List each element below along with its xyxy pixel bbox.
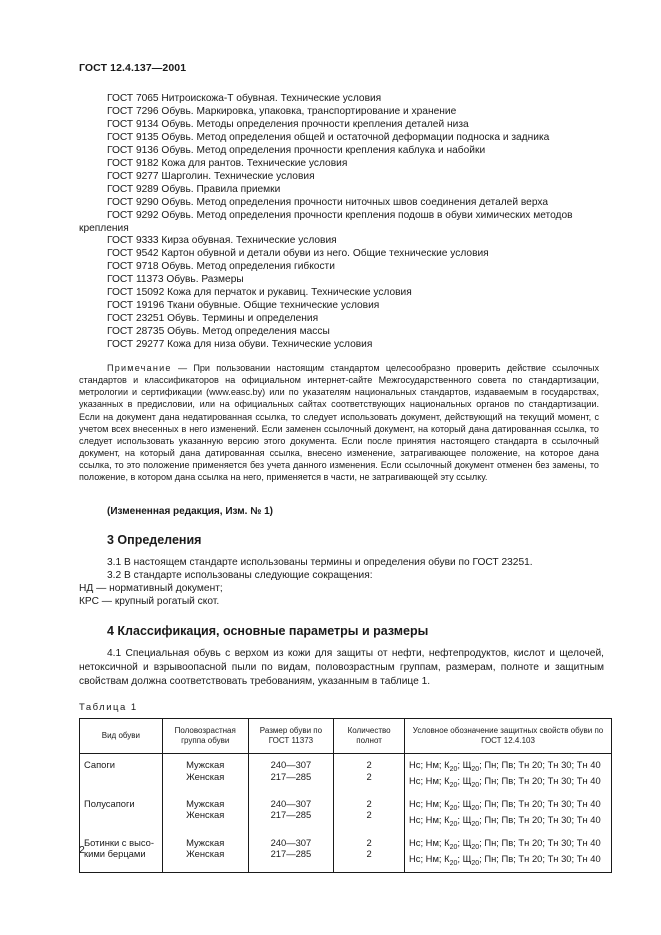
section-3-line: НД — нормативный документ; bbox=[79, 583, 223, 594]
section-3-line: 3.2 В стандарте использованы следующие сокращения: bbox=[107, 570, 373, 581]
table-cell-widths bbox=[334, 754, 405, 795]
table-cell-sizes bbox=[248, 834, 334, 873]
table-cell-protection bbox=[405, 834, 612, 873]
reference-item: ГОСТ 11373 Обувь. Размеры bbox=[107, 274, 244, 286]
table-caption: Таблица 1 bbox=[79, 702, 138, 713]
table-header-row bbox=[80, 719, 612, 754]
sizes-value: 240—307 bbox=[270, 797, 312, 809]
widths-value: 2 bbox=[366, 770, 372, 782]
groups-value: Мужская bbox=[186, 759, 225, 770]
section-3-title: 3 Определения bbox=[107, 533, 202, 547]
page-number: 2 bbox=[79, 844, 85, 856]
table-row bbox=[80, 754, 612, 795]
reference-item: ГОСТ 9292 Обувь. Метод определения прочности крепления подошв в обуви химических методов bbox=[107, 209, 573, 221]
sizes-value: 217—285 bbox=[270, 770, 312, 782]
sizes-value: 217—285 bbox=[270, 848, 312, 859]
protection-symbols: Нс; Нм; $К_{20}$; $Щ_{20}$; Пн; Пв; Тн 20; Тн 30; Тн 40 bbox=[409, 775, 601, 790]
groups-value: Женская bbox=[186, 809, 225, 821]
table-cell-widths bbox=[334, 795, 405, 834]
reference-item: ГОСТ 9134 Обувь. Методы определения прочности крепления деталей низа bbox=[107, 118, 469, 130]
groups-value: Женская bbox=[186, 848, 225, 859]
reference-item: ГОСТ 7065 Нитроискожа-Т обувная. Технические условия bbox=[107, 93, 382, 104]
table-cell-sizes bbox=[248, 754, 334, 795]
table-cell-type bbox=[80, 834, 163, 873]
reference-item: ГОСТ 9290 Обувь. Метод определения прочности ниточных швов соединения деталей верха bbox=[107, 196, 549, 208]
reference-item: ГОСТ 9289 Обувь. Правила приемки bbox=[107, 183, 281, 195]
reference-item: ГОСТ 29277 Кожа для низа обуви. Технические условия bbox=[107, 339, 373, 351]
reference-item: ГОСТ 28735 Обувь. Метод определения массы bbox=[107, 326, 330, 338]
protection-symbols: Нс; Нм; $К_{20}$; $Щ_{20}$; Пн; Пв; Тн 20; Тн 30; Тн 40 bbox=[409, 759, 601, 773]
edit-note: (Измененная редакция, Изм. № 1) bbox=[107, 506, 274, 517]
table-header-cell: Количество полнот bbox=[334, 719, 405, 754]
widths-value: 2 bbox=[366, 848, 372, 859]
table-cell-groups bbox=[162, 834, 248, 873]
protection-symbols: Нс; Нм; $К_{20}$; $Щ_{20}$; Пн; Пв; Тн 20; Тн 30; Тн 40 bbox=[409, 814, 601, 828]
section-4-title: 4 Классификация, основные параметры и размеры bbox=[107, 624, 429, 638]
table-header-cell: Условное обозначение защитных свойств обуви по ГОСТ 12.4.103 bbox=[405, 719, 612, 754]
table-cell-protection bbox=[405, 795, 612, 834]
widths-value: 2 bbox=[366, 836, 372, 848]
groups-value: Мужская bbox=[186, 797, 225, 809]
sizes-value: 240—307 bbox=[270, 759, 312, 770]
reference-item: ГОСТ 19196 Ткани обувные. Общие технические условия bbox=[107, 300, 380, 312]
normative-references-list bbox=[79, 93, 599, 352]
reference-item: ГОСТ 7296 Обувь. Маркировка, упаковка, транспортирование и хранение bbox=[107, 105, 457, 117]
reference-item: ГОСТ 23251 Обувь. Термины и определения bbox=[107, 313, 319, 325]
note-label: Примечание bbox=[107, 363, 172, 373]
paragraph-4-1: 4.1 Специальная обувь с верхом из кожи для защиты от нефти, нефтепродуктов, кислот и щелочей, нетоксичной и взрывоопасной пыли по видам, половозрастным группам, размерам, полноте и защитным свойствам должна соответствовать требованиям, указанным в таблице 1. bbox=[79, 648, 604, 688]
type-value: Сапоги bbox=[84, 759, 116, 770]
reference-item: ГОСТ 9136 Обувь. Метод определения прочности крепления каблука и набойки bbox=[107, 144, 486, 156]
reference-item: крепления bbox=[79, 222, 129, 234]
table-cell-type bbox=[80, 795, 163, 834]
sizes-value: 240—307 bbox=[270, 836, 312, 848]
table-cell-groups bbox=[162, 795, 248, 834]
reference-item: ГОСТ 9277 Шарголин. Технические условия bbox=[107, 170, 315, 182]
reference-item: ГОСТ 9542 Картон обувной и детали обуви из него. Общие технические условия bbox=[107, 248, 489, 260]
note-paragraph bbox=[79, 362, 599, 484]
type-value: Полусапоги bbox=[84, 797, 135, 809]
groups-value: Мужская bbox=[186, 836, 225, 848]
type-value: кими берцами bbox=[84, 848, 146, 859]
section-3-line: 3.1 В настоящем стандарте использованы термины и определения обуви по ГОСТ 23251. bbox=[107, 557, 533, 568]
table-cell-protection bbox=[405, 754, 612, 795]
widths-value: 2 bbox=[366, 759, 372, 770]
table-cell-widths bbox=[334, 834, 405, 873]
table-row bbox=[80, 795, 612, 834]
reference-item: ГОСТ 9718 Обувь. Метод определения гибкости bbox=[107, 261, 335, 273]
protection-symbols: Нс; Нм; $К_{20}$; $Щ_{20}$; Пн; Пв; Тн 20; Тн 30; Тн 40 bbox=[409, 836, 601, 851]
groups-value: Женская bbox=[186, 770, 225, 782]
document-header: ГОСТ 12.4.137—2001 bbox=[79, 62, 187, 74]
widths-value: 2 bbox=[366, 797, 372, 809]
table-1 bbox=[79, 718, 612, 873]
reference-item: ГОСТ 15092 Кожа для перчаток и рукавиц. Технические условия bbox=[107, 287, 412, 299]
reference-item: ГОСТ 9135 Обувь. Метод определения общей и остаточной деформации подноска и задника bbox=[107, 131, 550, 143]
sizes-value: 217—285 bbox=[270, 809, 312, 821]
table-cell-type bbox=[80, 754, 163, 795]
reference-item: ГОСТ 9333 Кирза обувная. Технические условия bbox=[107, 235, 337, 247]
section-3-line: КРС — крупный рогатый скот. bbox=[79, 596, 220, 607]
section-3-body bbox=[79, 556, 533, 608]
type-value: Ботинки с высо- bbox=[84, 836, 154, 848]
table-cell-groups bbox=[162, 754, 248, 795]
table-header-cell: Вид обуви bbox=[80, 719, 163, 754]
reference-item: ГОСТ 9182 Кожа для рантов. Технические условия bbox=[107, 157, 348, 169]
table-header-cell: Размер обуви по ГОСТ 11373 bbox=[248, 719, 334, 754]
protection-symbols: Нс; Нм; $К_{20}$; $Щ_{20}$; Пн; Пв; Тн 20; Тн 30; Тн 40 bbox=[409, 852, 601, 867]
widths-value: 2 bbox=[366, 809, 372, 821]
protection-symbols: Нс; Нм; $К_{20}$; $Щ_{20}$; Пн; Пв; Тн 20; Тн 30; Тн 40 bbox=[409, 797, 601, 812]
table-row bbox=[80, 834, 612, 873]
table-header-cell: Половозрастная группа обуви bbox=[162, 719, 248, 754]
note-text: — При пользовании настоящим стандартом целесообразно проверить действие ссылочных стандартов и классификаторов на официальном интернет-сайте Межгосударственного совета по стандартизации, метрологии и сертификации (www.easc.by) или по указателям национальных стандартов, издаваемым в государствах, указанных в предисловии, или на официальных сайтах соответствующих национальных органов по стандартизации. Если на документ дана недатированная ссылка, то следует использовать документ, действующий на текущий момент, с учетом всех внесенных в него изменений. Если заменен ссылочный документ, на который дана датированная ссылка, то следует использовать указанную версию этого документа. Если после принятия настоящего стандарта в ссылочный документ, на который дана датированная ссылка, внесено изменение, затрагивающее положение, на которое дана ссылка, то это положение применяется без учета данного изменения. Если ссылочный документ отменен без замены, то положение, в котором дана ссылка на него, применяется в части, не затрагивающей эту ссылку. bbox=[79, 363, 599, 483]
table-cell-sizes bbox=[248, 795, 334, 834]
